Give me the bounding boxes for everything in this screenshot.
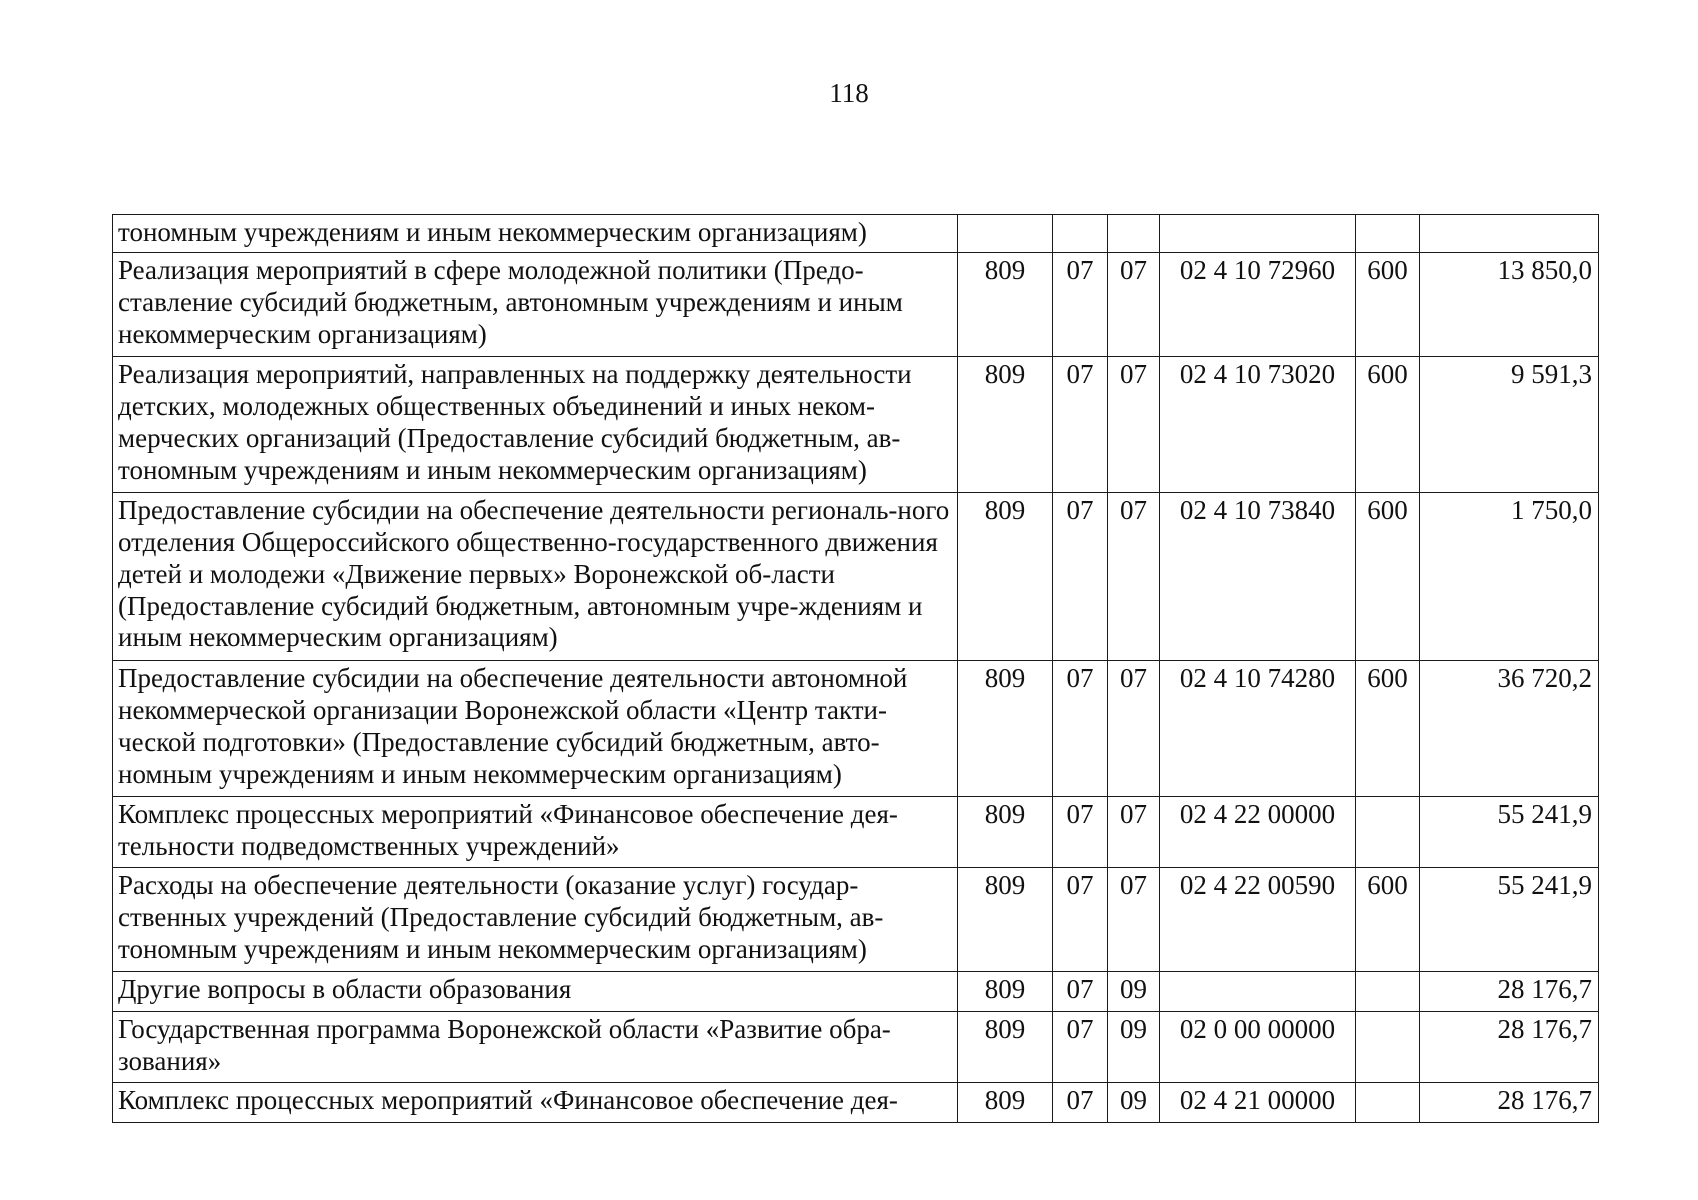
budget-table (112, 214, 1599, 1123)
grbs-cell: 809 (958, 972, 1053, 1012)
subsection-cell: 09 (1108, 972, 1160, 1012)
expense-type-cell (1356, 1012, 1420, 1083)
target-article-cell (1160, 972, 1356, 1012)
expense-type-cell: 600 (1356, 253, 1420, 357)
table-row (113, 661, 1599, 797)
section-cell: 07 (1053, 797, 1108, 868)
target-article-cell: 02 4 22 00590 (1160, 868, 1356, 972)
table-row (113, 357, 1599, 493)
section-cell: 07 (1053, 661, 1108, 797)
subsection-cell (1108, 215, 1160, 253)
grbs-cell (958, 215, 1053, 253)
table-row (113, 1083, 1599, 1123)
table-row (113, 253, 1599, 357)
amount-cell: 36 720,2 (1420, 661, 1599, 797)
target-article-cell (1160, 215, 1356, 253)
target-article-cell: 02 4 10 74280 (1160, 661, 1356, 797)
target-article-cell: 02 4 10 72960 (1160, 253, 1356, 357)
table-row (113, 1012, 1599, 1083)
table-row (113, 972, 1599, 1012)
section-cell: 07 (1053, 357, 1108, 493)
grbs-cell: 809 (958, 797, 1053, 868)
row-name-cell: тономным учреждениям и иным некоммерческим организациям) (113, 215, 958, 253)
grbs-cell: 809 (958, 1012, 1053, 1083)
section-cell: 07 (1053, 972, 1108, 1012)
section-cell: 07 (1053, 1012, 1108, 1083)
expense-type-cell (1356, 1083, 1420, 1123)
grbs-cell: 809 (958, 357, 1053, 493)
row-name-cell: Предоставление субсидии на обеспечение деятельности региональ-ного отделения Общероссийского общественно-государственного движения детей и молодежи «Движение первых» Воронежской об-ласти (Предоставление субсидий бюджетным, автономным учре-ждениям и иным некоммерческим организациям) (113, 493, 958, 661)
target-article-cell: 02 4 21 00000 (1160, 1083, 1356, 1123)
amount-cell: 28 176,7 (1420, 1012, 1599, 1083)
subsection-cell: 09 (1108, 1012, 1160, 1083)
amount-cell (1420, 215, 1599, 253)
section-cell: 07 (1053, 1083, 1108, 1123)
subsection-cell: 07 (1108, 661, 1160, 797)
amount-cell: 13 850,0 (1420, 253, 1599, 357)
page-number: 118 (829, 78, 869, 108)
section-cell: 07 (1053, 493, 1108, 661)
subsection-cell: 07 (1108, 357, 1160, 493)
expense-type-cell: 600 (1356, 868, 1420, 972)
amount-cell: 55 241,9 (1420, 797, 1599, 868)
amount-cell: 28 176,7 (1420, 972, 1599, 1012)
row-name-cell: Государственная программа Воронежской области «Развитие обра-зования» (113, 1012, 958, 1083)
target-article-cell: 02 4 22 00000 (1160, 797, 1356, 868)
row-name-cell: Расходы на обеспечение деятельности (оказание услуг) государ-ственных учреждений (Предоставление субсидий бюджетным, ав-тономным учреждениям и иным некоммерческим организациям) (113, 868, 958, 972)
amount-cell: 28 176,7 (1420, 1083, 1599, 1123)
row-name-cell: Реализация мероприятий в сфере молодежной политики (Предо-ставление субсидий бюджетным, автономным учреждениям и иным некоммерческим организациям) (113, 253, 958, 357)
row-name-cell: Комплекс процессных мероприятий «Финансовое обеспечение дея-тельности подведомственных учреждений» (113, 797, 958, 868)
grbs-cell: 809 (958, 868, 1053, 972)
table-row (113, 215, 1599, 253)
expense-type-cell: 600 (1356, 661, 1420, 797)
subsection-cell: 07 (1108, 253, 1160, 357)
grbs-cell: 809 (958, 1083, 1053, 1123)
grbs-cell: 809 (958, 253, 1053, 357)
table-row (113, 797, 1599, 868)
expense-type-cell (1356, 215, 1420, 253)
row-name-cell: Предоставление субсидии на обеспечение деятельности автономной некоммерческой организации Воронежской области «Центр такти-ческой подготовки» (Предоставление субсидий бюджетным, авто-номным учреждениям и иным некоммерческим организациям) (113, 661, 958, 797)
target-article-cell: 02 0 00 00000 (1160, 1012, 1356, 1083)
amount-cell: 9 591,3 (1420, 357, 1599, 493)
amount-cell: 55 241,9 (1420, 868, 1599, 972)
row-name-cell: Другие вопросы в области образования (113, 972, 958, 1012)
expense-type-cell (1356, 797, 1420, 868)
section-cell: 07 (1053, 253, 1108, 357)
amount-cell: 1 750,0 (1420, 493, 1599, 661)
expense-type-cell (1356, 972, 1420, 1012)
row-name-cell: Комплекс процессных мероприятий «Финансовое обеспечение дея- (113, 1083, 958, 1123)
expense-type-cell: 600 (1356, 357, 1420, 493)
subsection-cell: 09 (1108, 1083, 1160, 1123)
grbs-cell: 809 (958, 493, 1053, 661)
table-row (113, 868, 1599, 972)
subsection-cell: 07 (1108, 797, 1160, 868)
table-row (113, 493, 1599, 661)
grbs-cell: 809 (958, 661, 1053, 797)
target-article-cell: 02 4 10 73020 (1160, 357, 1356, 493)
section-cell (1053, 215, 1108, 253)
subsection-cell: 07 (1108, 868, 1160, 972)
row-name-cell: Реализация мероприятий, направленных на поддержку деятельности детских, молодежных общественных объединений и иных неком-мерческих организаций (Предоставление субсидий бюджетным, ав-тономным учреждениям и иным некоммерческим организациям) (113, 357, 958, 493)
subsection-cell: 07 (1108, 493, 1160, 661)
target-article-cell: 02 4 10 73840 (1160, 493, 1356, 661)
section-cell: 07 (1053, 868, 1108, 972)
expense-type-cell: 600 (1356, 493, 1420, 661)
